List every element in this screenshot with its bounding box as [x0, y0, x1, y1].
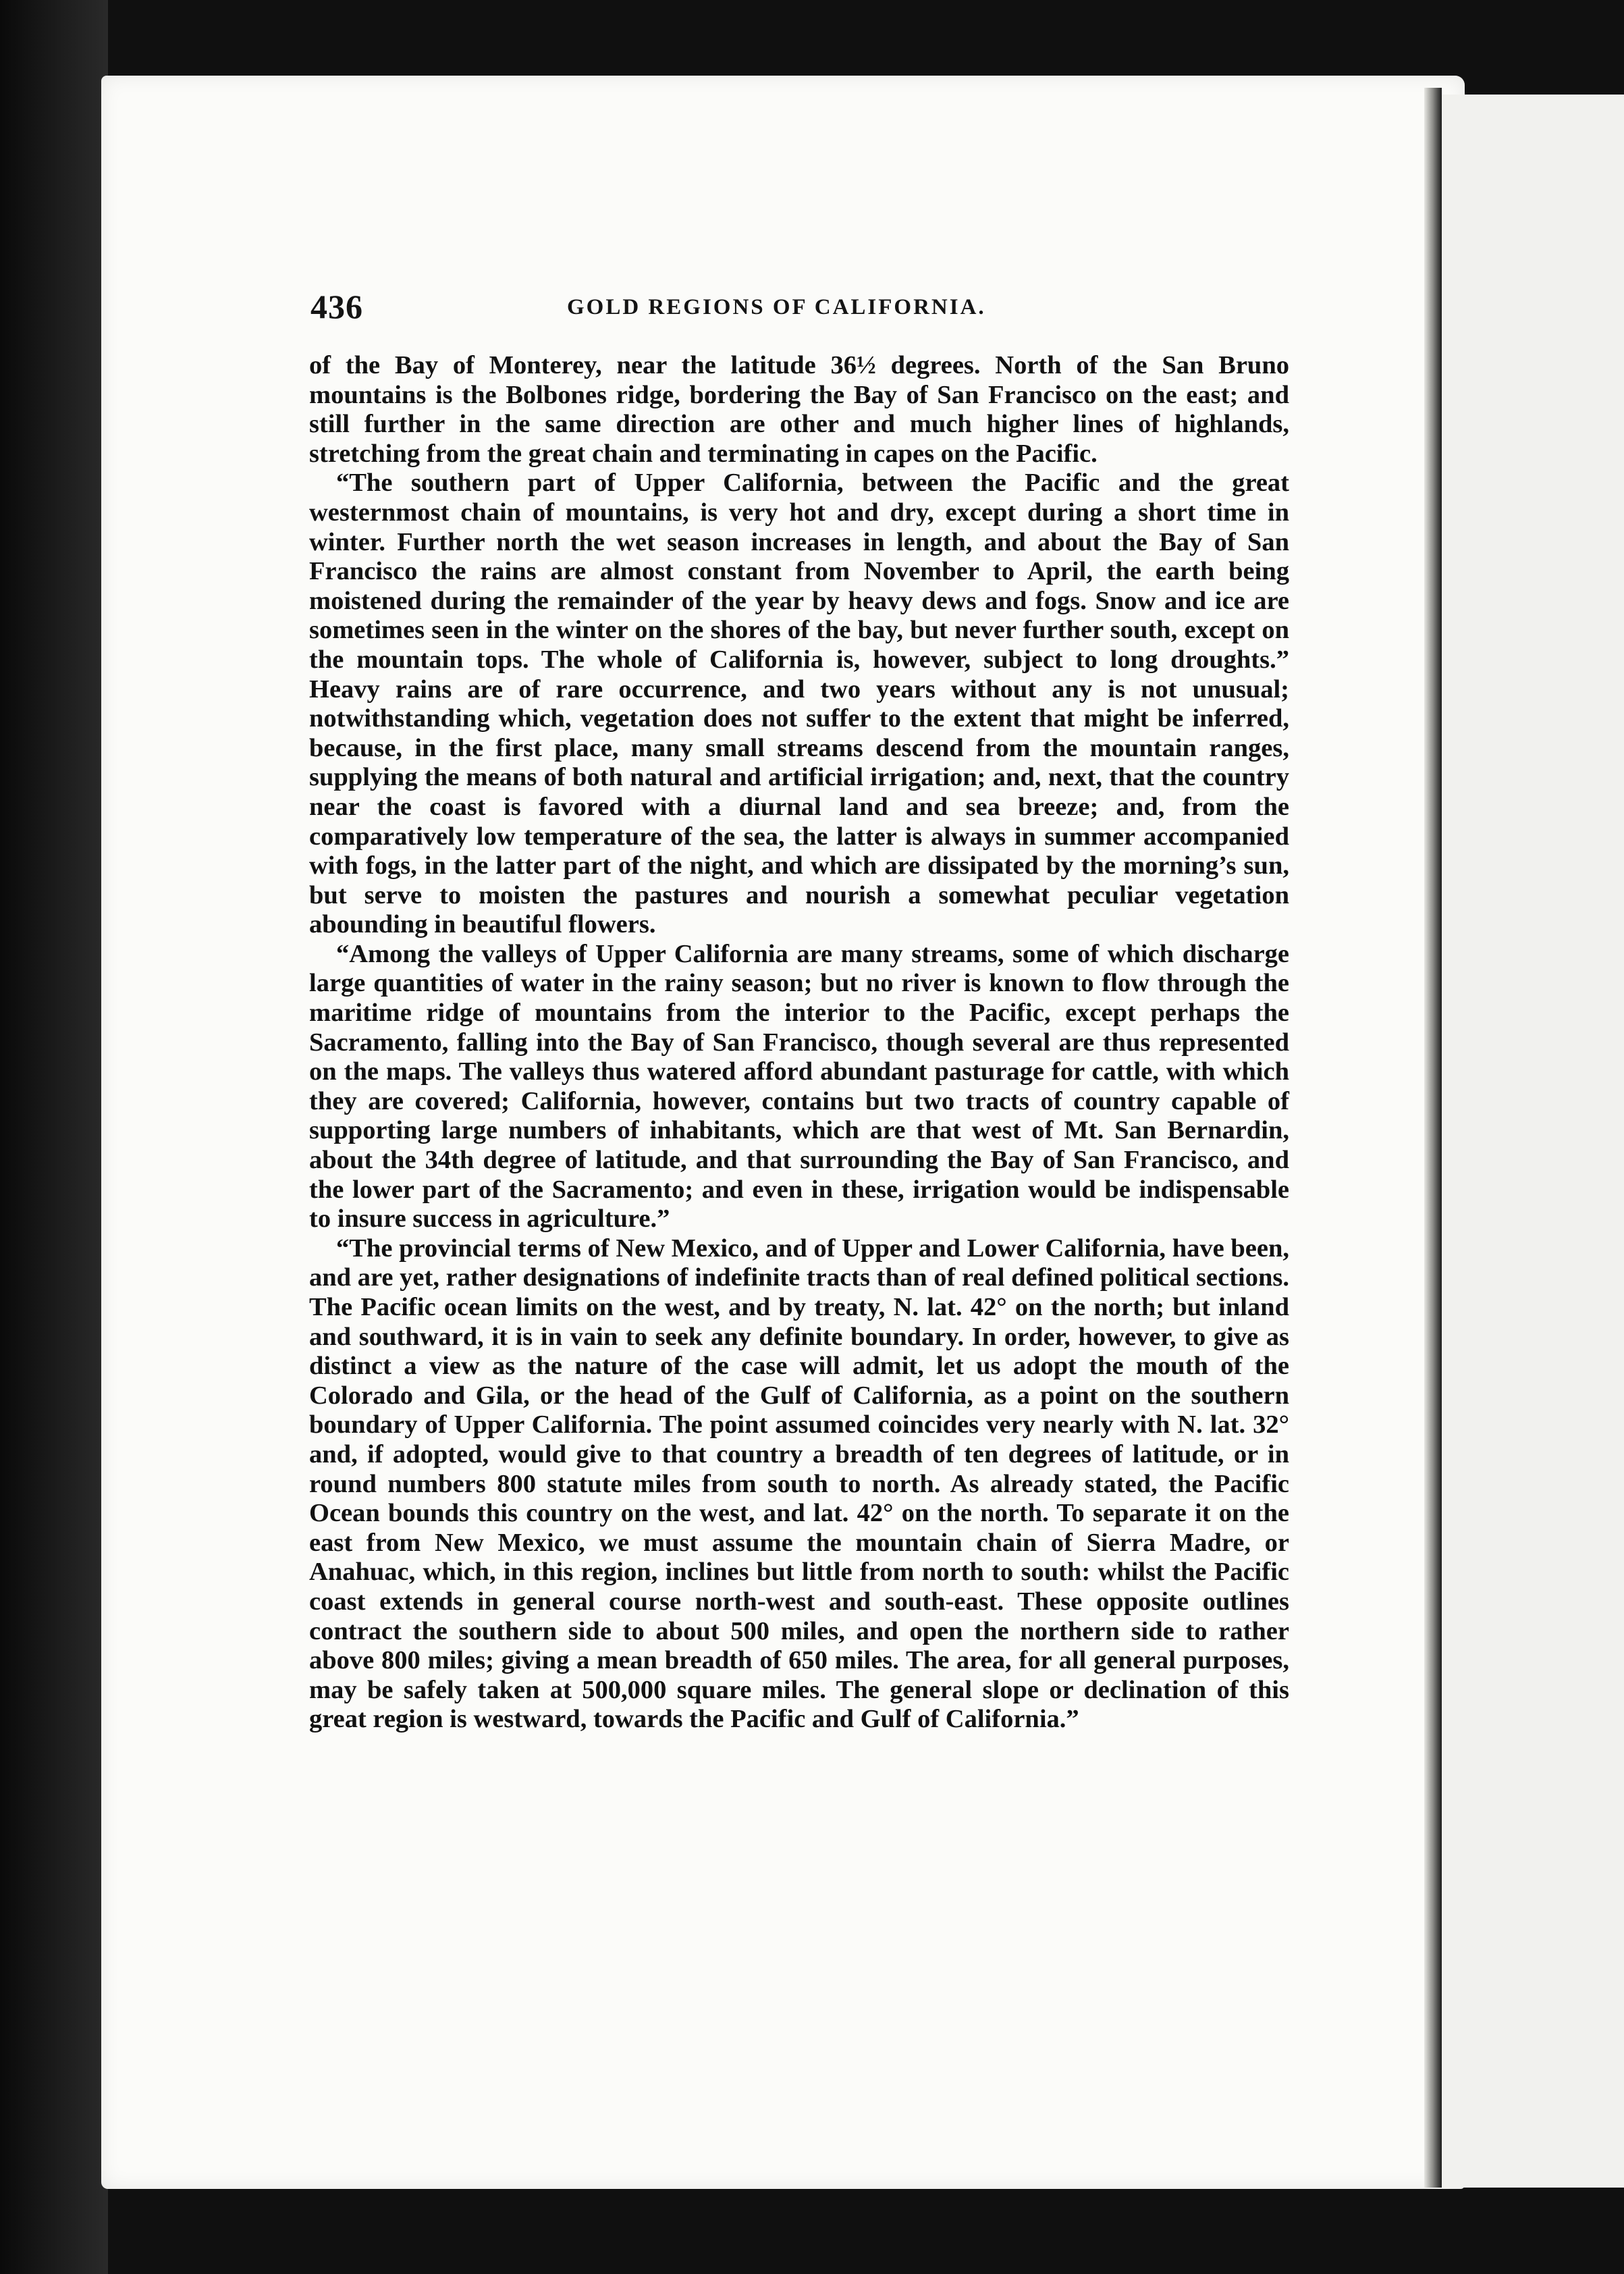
running-head: GOLD REGIONS OF CALIFORNIA.	[567, 295, 986, 319]
page-number: 436	[310, 288, 363, 325]
paragraph-valleys: “Among the valleys of Upper California are many streams, some of which discharge large quantities of water in the rainy season; but no river is known to flow through the maritime ridge of mountains from the interior to the Pacific, except perhaps the Sacramento, falling into the Bay of San Francisco, though several are thus represented on the maps. The valleys thus watered afford abundant pasturage for cattle, with which they are covered; California, however, contains but two tracts of country capable of supporting large numbers of inhabitants, which are that west of Mt. San Bernardin, about the 34th degree of latitude, and that surrounding the Bay of San Francisco, and the lower part of the Sacramento; and even in these, irrigation would be indispensable to insure success in agriculture.”	[309, 939, 1289, 1234]
body-text	[309, 351, 1289, 1735]
page-gutter-fold	[1424, 88, 1442, 2188]
paragraph-boundaries: “The provincial terms of New Mexico, and of Upper and Lower California, have been, and are yet, rather designations of indefinite tracts than of real defined political sections. The Pacific ocean limits on the west, and by treaty, N. lat. 42° on the north; but inland and southward, it is in vain to seek any definite boundary. In order, however, to give as distinct a view as the nature of the case will admit, let us adopt the mouth of the Colorado and Gila, or the head of the Gulf of California, as a point on the southern boundary of Upper California. The point assumed coincides very nearly with N. lat. 32° and, if adopted, would give to that country a breadth of ten degrees of latitude, or in round numbers 800 statute miles from south to north. As already stated, the Pacific Ocean bounds this country on the west, and lat. 42° on the north. To separate it on the east from New Mexico, we must assume the mountain chain of Sierra Madre, or Anahuac, which, in this region, inclines but little from north to south: whilst the Pacific coast extends in general course north-west and south-east. These opposite outlines contract the southern side to about 500 miles, and open the northern side to rather above 800 miles; giving a mean breadth of 650 miles. The area, for all general purposes, may be safely taken at 500,000 square miles. The general slope or declination of this great region is westward, towards the Pacific and Gulf of California.”	[309, 1234, 1289, 1734]
paragraph-continuation: of the Bay of Monterey, near the latitude 36½ degrees. North of the San Bruno mountains is the Bolbones ridge, bordering the Bay of San Francisco on the east; and still further in the same direction are other and much higher lines of highlands, stretching from the great chain and terminating in capes on the Pacific.	[309, 351, 1289, 468]
page-header	[310, 287, 1291, 327]
paragraph-climate: “The southern part of Upper California, between the Pacific and the great westernmost chain of mountains, is very hot and dry, except during a short time in winter. Further north the wet season increases in length, and about the Bay of San Francisco the rains are almost constant from November to April, the earth being moistened during the remainder of the year by heavy dews and fogs. Snow and ice are sometimes seen in the winter on the shores of the bay, but never further south, except on the mountain tops. The whole of California is, however, subject to long droughts.” Heavy rains are of rare occurrence, and two years without any is not unusual; notwithstanding which, vegetation does not suffer to the extent that might be inferred, because, in the first place, many small streams descend from the mountain ranges, supplying the means of both natural and artificial irrigation; and, next, that the country near the coast is favored with a diurnal land and sea breeze; and, from the comparatively low temperature of the sea, the latter is always in summer accompanied with fogs, in the latter part of the night, and which are dissipated by the morning’s sun, but serve to moisten the pastures and nourish a somewhat peculiar vegetation abounding in beautiful flowers.	[309, 469, 1289, 939]
adjacent-page-edge	[1442, 95, 1624, 2188]
book-binding-edge	[0, 0, 108, 2274]
